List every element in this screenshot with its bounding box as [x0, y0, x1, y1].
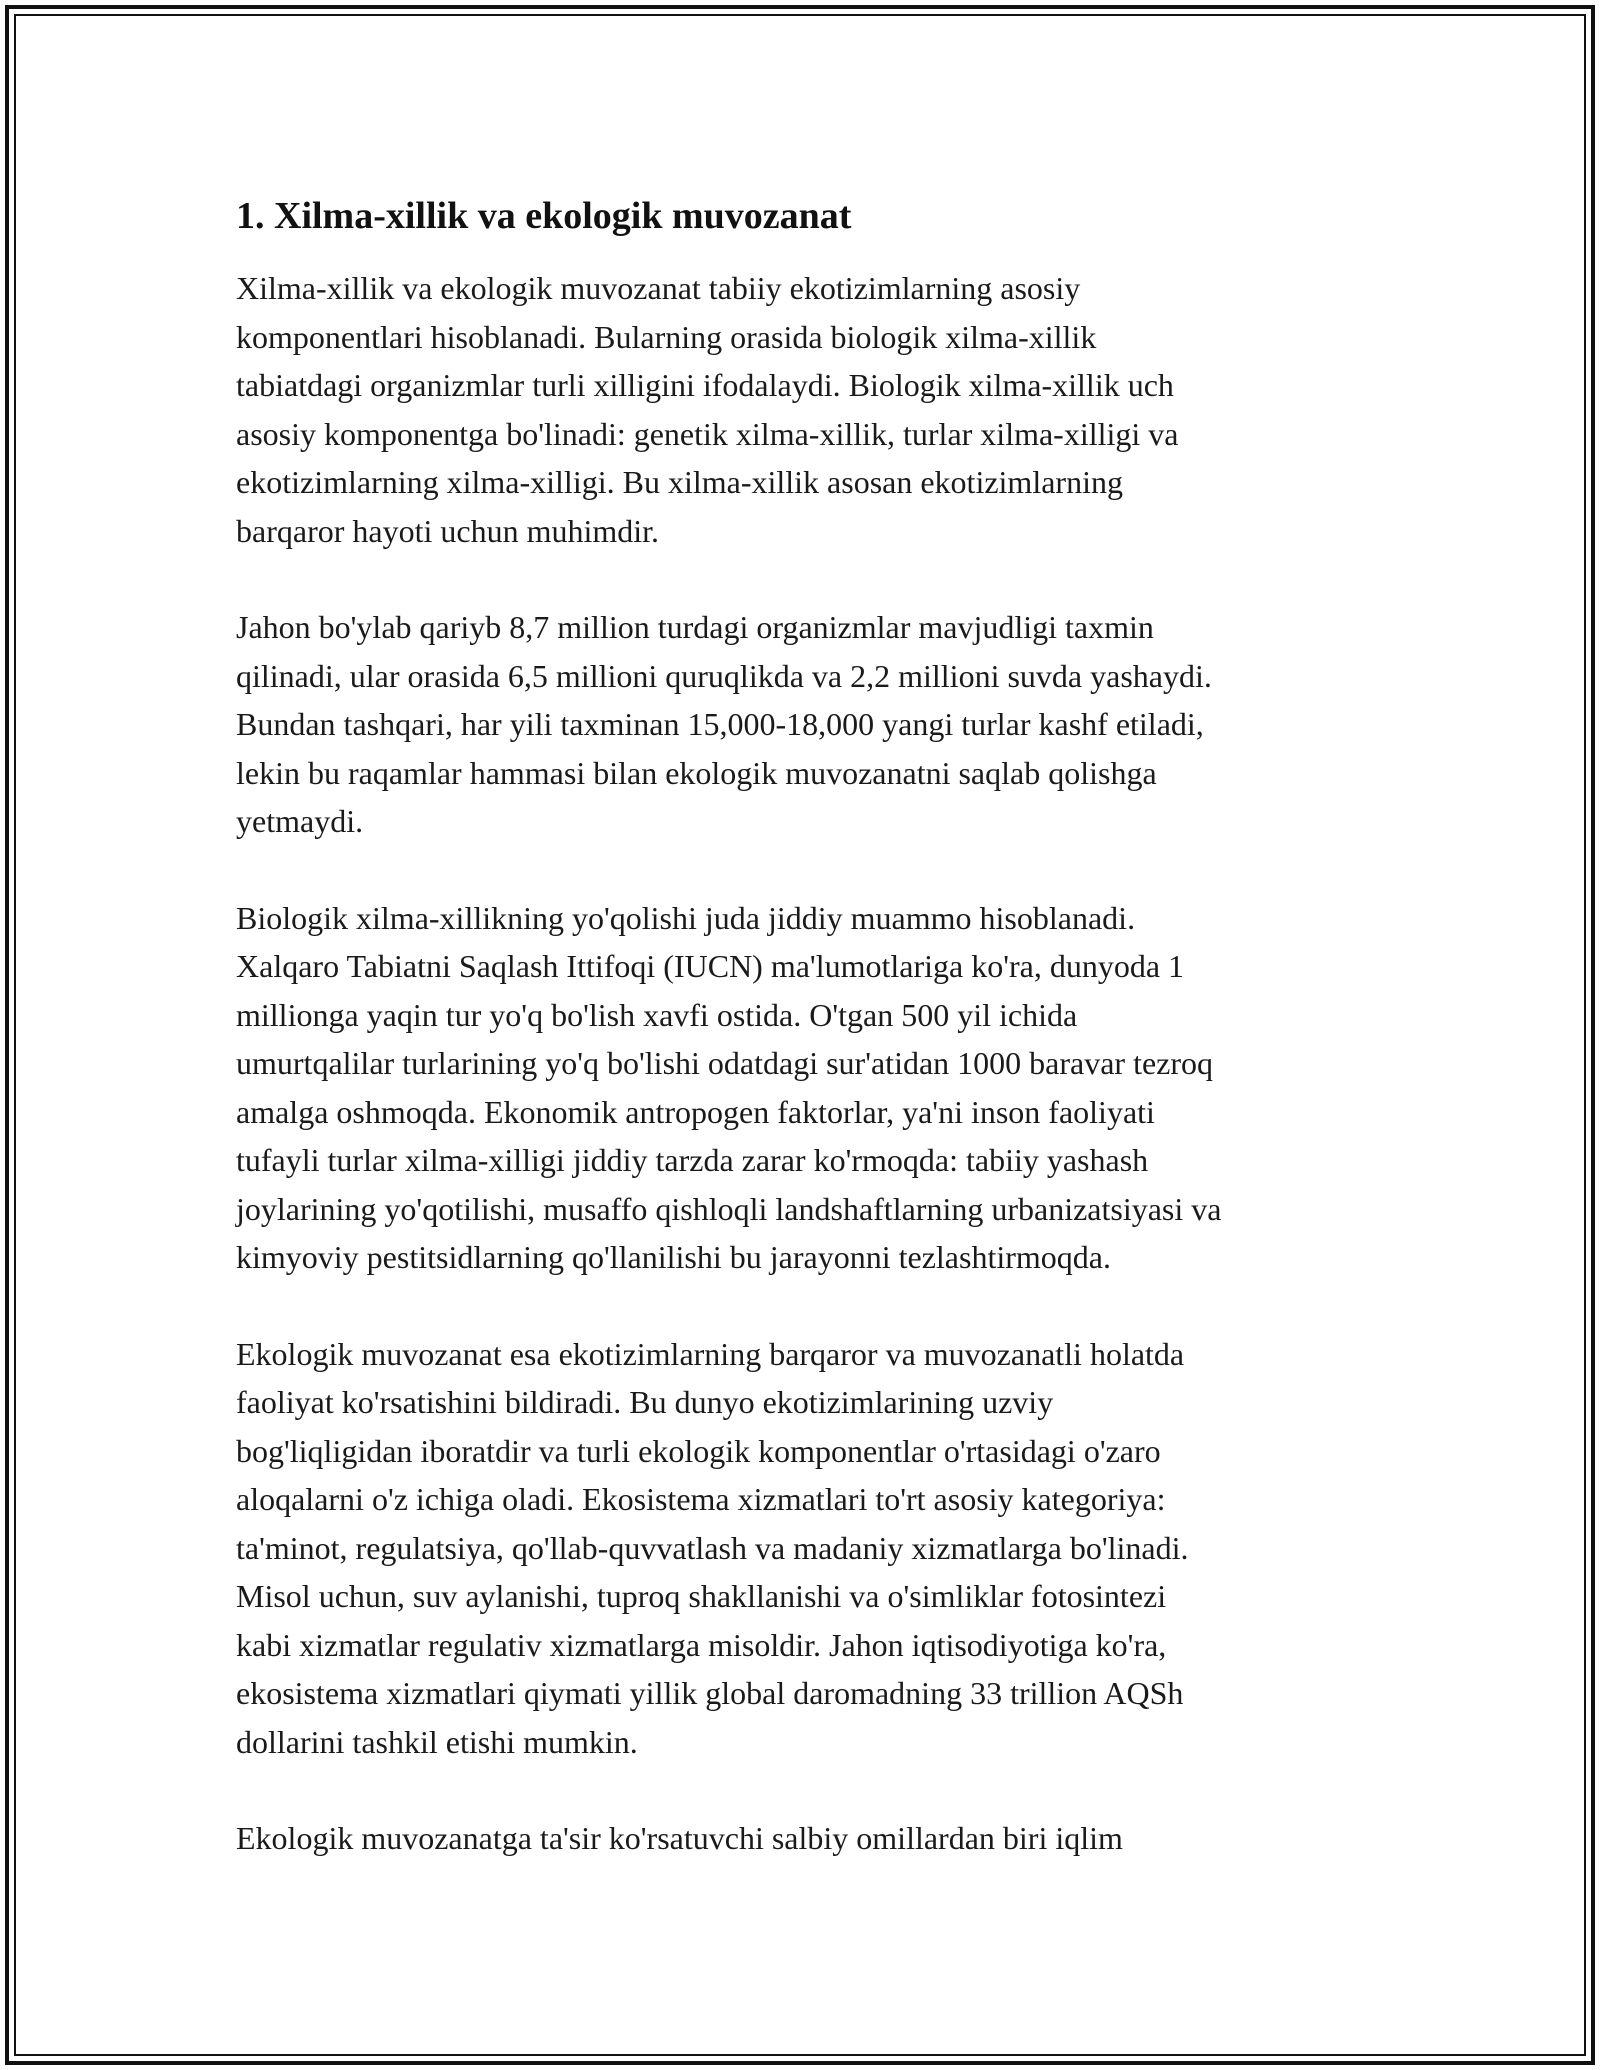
- document-body: [236, 190, 1366, 1911]
- paragraph-biodiversity-intro: Xilma-xillik va ekologik muvozanat tabiiy ekotizimlarning asosiy komponentlari hisoblanadi. Bularning orasida biologik xilma-xillik tabiatdagi organizmlar turli xilligini ifodalaydi. Biologik xilma-xillik uch asosiy komponentga bo'linadi: genetik xilma-xillik, turlar xilma-xilligi va ekotizimlarning xilma-xilligi. Bu xilma-xillik asosan ekotizimlarning barqaror hayoti uchun muhimdir.: [236, 270, 1179, 549]
- paragraph-ecological-balance: Ekologik muvozanat esa ekotizimlarning barqaror va muvozanatli holatda faoliyat ko'rsatishini bildiradi. Bu dunyo ekotizimlarining uzviy bog'liqligidan iboratdir va turli ekologik komponentlar o'rtasidagi o'zaro aloqalarni o'z ichiga oladi. Ekosistema xizmatlari to'rt asosiy kategoriya: ta'minot, regulatsiya, qo'llab-quvvatlash va madaniy xizmatlarga bo'linadi. Misol uchun, suv aylanishi, tuproq shakllanishi va o'simliklar fotosintezi kabi xizmatlar regulativ xizmatlarga misoldir. Jahon iqtisodiyotiga ko'ra, ekosistema xizmatlari qiymati yillik global daromadning 33 trillion AQSh dollarini tashkil etishi mumkin.: [236, 1335, 1189, 1760]
- section-heading: 1. Xilma-xillik va ekologik muvozanat: [236, 195, 852, 237]
- paragraph-biodiversity-loss: Biologik xilma-xillikning yo'qolishi juda jiddiy muammo hisoblanadi. Xalqaro Tabiatni Saqlash Ittifoqi (IUCN) ma'lumotlariga ko'ra, dunyoda 1 millionga yaqin tur yo'q bo'lish xavfi ostida. O'tgan 500 yil ichida umurtqalilar turlarining yo'q bo'lishi odatdagi sur'atidan 1000 baravar tezroq amalga oshmoqda. Ekonomik antropogen faktorlar, ya'ni inson faoliyati tufayli turlar xilma-xilligi jiddiy tarzda zarar ko'rmoqda: tabiiy yashash joylarining yo'qotilishi, musaffo qishloqli landshaftlarning urbanizatsiyasi va kimyoviy pestitsidlarning qo'llanilishi bu jarayonni tezlashtirmoqda.: [236, 899, 1222, 1275]
- paragraph-negative-factors: Ekologik muvozanatga ta'sir ko'rsatuvchi salbiy omillardan biri iqlim: [236, 1820, 1123, 1856]
- paragraph-species-count: Jahon bo'ylab qariyb 8,7 million turdagi organizmlar mavjudligi taxmin qilinadi, ular orasida 6,5 millioni quruqlikda va 2,2 millioni suvda yashaydi. Bundan tashqari, har yili taxminan 15,000-18,000 yangi turlar kashf etiladi, lekin bu raqamlar hammasi bilan ekologik muvozanatni saqlab qolishga yetmaydi.: [236, 609, 1212, 839]
